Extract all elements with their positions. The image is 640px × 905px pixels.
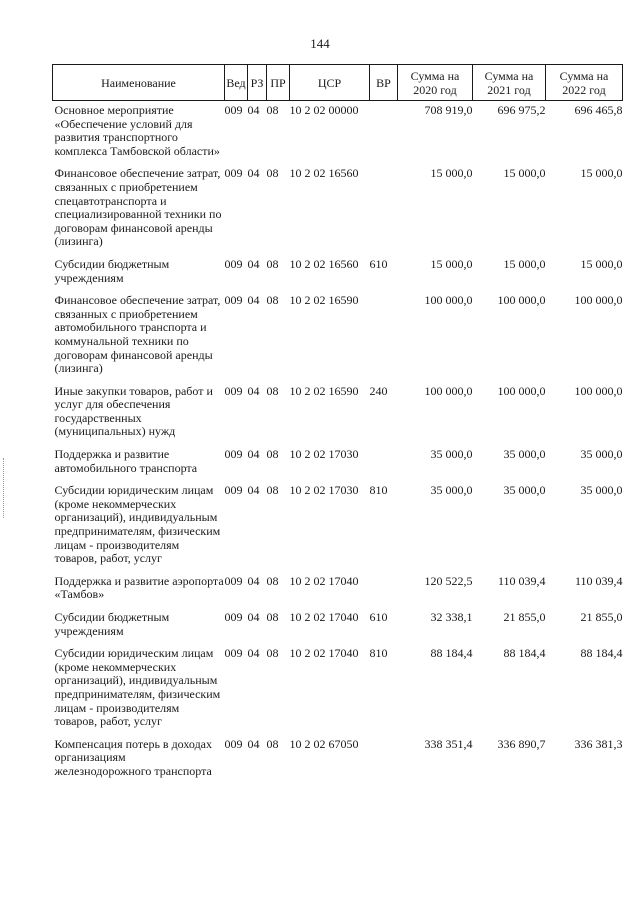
row-vr: 240 — [369, 383, 388, 398]
row-rz: 04 — [247, 447, 260, 462]
row-sum-2021: 110 039,4 — [497, 573, 546, 588]
row-vr: 810 — [369, 483, 388, 498]
row-vr — [370, 158, 398, 249]
row-sum-2020: 708 919,0 — [424, 103, 473, 117]
row-name: Субсидии юридическим лицам (кроме некоммерческих организаций), индивидуальным предпринимателям, физическим лицам - производителям товаров, работ, услуг — [54, 483, 221, 566]
row-vr — [370, 566, 398, 602]
row-name: Иные закупки товаров, работ и услуг для обеспечения государственных (муниципальных) нужд — [54, 383, 213, 439]
row-ved: 009 — [224, 166, 243, 181]
row-pr: 08 — [266, 256, 279, 271]
row-sum-2022: 35 000,0 — [580, 447, 623, 462]
row-sum-2021: 35 000,0 — [503, 447, 546, 462]
row-csr: 10 2 02 00000 — [289, 103, 359, 117]
row-vr: 810 — [369, 646, 388, 661]
row-pr: 08 — [266, 573, 279, 588]
row-sum-2020: 35 000,0 — [430, 483, 473, 498]
row-sum-2022: 15 000,0 — [580, 166, 623, 181]
row-name: Субсидии бюджетным учреждениям — [54, 256, 170, 285]
row-name: Поддержка и развитие автомобильного транспорта — [54, 447, 198, 475]
row-sum-2021: 100 000,0 — [497, 383, 546, 398]
header-ved: Вед — [225, 65, 248, 101]
row-sum-2020: 35 000,0 — [430, 447, 473, 462]
row-ved: 009 — [224, 736, 243, 751]
row-pr: 08 — [266, 293, 279, 308]
row-rz: 04 — [247, 736, 260, 751]
row-sum-2020: 100 000,0 — [424, 293, 473, 308]
header-sum-2021: Сумма на 2021 год — [473, 65, 546, 101]
row-sum-2020: 15 000,0 — [430, 166, 473, 181]
row-pr: 08 — [266, 646, 279, 661]
row-rz: 04 — [247, 610, 260, 624]
header-sum-2020: Сумма на 2020 год — [398, 65, 473, 101]
header-row — [53, 65, 623, 101]
row-rz: 04 — [247, 166, 260, 181]
row-name: Поддержка и развитие аэропорта «Тамбов» — [54, 573, 224, 602]
row-pr: 08 — [266, 447, 279, 462]
row-sum-2021: 336 890,7 — [497, 736, 546, 751]
table-row — [53, 566, 623, 602]
row-csr: 10 2 02 17030 — [289, 447, 359, 462]
row-csr: 10 2 02 17030 — [289, 483, 359, 498]
header-csr: ЦСР — [290, 65, 370, 101]
row-sum-2021: 35 000,0 — [503, 483, 546, 498]
row-csr: 10 2 02 17040 — [289, 610, 359, 624]
row-ved: 009 — [224, 103, 243, 117]
header-rz: РЗ — [248, 65, 267, 101]
row-sum-2021: 88 184,4 — [503, 646, 546, 661]
row-rz: 04 — [247, 383, 260, 398]
row-vr — [370, 439, 398, 475]
row-name: Финансовое обеспечение затрат, связанных с приобретением спецавтотранспорта и специализированной техники по договорам финансовой аренды (лизинга) — [54, 166, 222, 249]
row-sum-2022: 15 000,0 — [580, 256, 623, 271]
row-csr: 10 2 02 16560 — [289, 166, 359, 181]
row-name: Основное мероприятие «Обеспечение условий для развития транспортного комплекса Тамбовской области» — [54, 103, 220, 158]
table-row — [53, 638, 623, 729]
row-name: Субсидии юридическим лицам (кроме некоммерческих организаций), индивидуальным предпринимателям, физическим лицам - производителям товаров, работ, услуг — [54, 646, 221, 729]
row-csr: 10 2 02 17040 — [289, 646, 359, 661]
row-pr: 08 — [266, 483, 279, 498]
row-ved: 009 — [224, 483, 243, 498]
row-csr: 10 2 02 16590 — [289, 293, 359, 308]
row-ved: 009 — [224, 256, 243, 271]
row-sum-2022: 696 465,8 — [574, 103, 623, 117]
table-row — [53, 158, 623, 249]
row-rz: 04 — [247, 103, 260, 117]
row-sum-2020: 120 522,5 — [424, 573, 473, 588]
row-sum-2022: 21 855,0 — [580, 610, 623, 624]
row-sum-2021: 15 000,0 — [503, 256, 546, 271]
header-sum-2022: Сумма на 2022 год — [546, 65, 623, 101]
table-row — [53, 602, 623, 638]
page-number: 144 — [310, 36, 330, 51]
row-vr — [370, 729, 398, 779]
table-body — [53, 101, 623, 779]
row-sum-2020: 100 000,0 — [424, 383, 473, 398]
row-ved: 009 — [224, 293, 243, 308]
row-name: Компенсация потерь в доходах организациям железнодорожного транспорта — [54, 736, 213, 778]
row-csr: 10 2 02 16590 — [289, 383, 359, 398]
table-row — [53, 729, 623, 779]
row-sum-2022: 110 039,4 — [574, 573, 623, 588]
row-sum-2021: 100 000,0 — [497, 293, 546, 308]
row-sum-2020: 88 184,4 — [430, 646, 473, 661]
row-vr — [370, 285, 398, 376]
row-ved: 009 — [224, 610, 243, 624]
header-pr: ПР — [267, 65, 290, 101]
row-name: Субсидии бюджетным учреждениям — [54, 610, 170, 638]
row-rz: 04 — [247, 646, 260, 661]
row-rz: 04 — [247, 293, 260, 308]
margin-stamp — [3, 458, 7, 518]
row-rz: 04 — [247, 256, 260, 271]
row-sum-2020: 15 000,0 — [430, 256, 473, 271]
table-row — [53, 101, 623, 159]
row-sum-2022: 336 381,3 — [574, 736, 623, 751]
row-rz: 04 — [247, 483, 260, 498]
row-sum-2021: 696 975,2 — [497, 103, 546, 117]
row-sum-2020: 32 338,1 — [430, 610, 473, 624]
table-row — [53, 376, 623, 439]
row-sum-2022: 35 000,0 — [580, 483, 623, 498]
table-row — [53, 285, 623, 376]
row-csr: 10 2 02 67050 — [289, 736, 359, 751]
row-ved: 009 — [224, 646, 243, 661]
row-sum-2022: 100 000,0 — [574, 383, 623, 398]
table-row — [53, 475, 623, 566]
header-name: Наименование — [53, 65, 225, 101]
row-sum-2021: 21 855,0 — [503, 610, 546, 624]
row-vr — [370, 101, 398, 159]
row-pr: 08 — [266, 736, 279, 751]
row-sum-2022: 100 000,0 — [574, 293, 623, 308]
row-vr: 610 — [369, 610, 388, 624]
row-pr: 08 — [266, 383, 279, 398]
row-name: Финансовое обеспечение затрат, связанных с приобретением автомобильного транспорта и коммунальной техники по договорам финансовой аренды (лизинга) — [54, 293, 221, 376]
table-row — [53, 249, 623, 285]
row-pr: 08 — [266, 610, 279, 624]
row-pr: 08 — [266, 166, 279, 181]
row-sum-2022: 88 184,4 — [580, 646, 623, 661]
row-ved: 009 — [224, 383, 243, 398]
row-ved: 009 — [224, 447, 243, 462]
row-ved: 009 — [224, 573, 243, 588]
budget-table — [52, 64, 623, 779]
row-csr: 10 2 02 17040 — [289, 573, 359, 588]
row-csr: 10 2 02 16560 — [289, 256, 359, 271]
row-vr: 610 — [369, 256, 388, 271]
row-rz: 04 — [247, 573, 260, 588]
table-row — [53, 439, 623, 475]
row-pr: 08 — [266, 103, 279, 117]
header-vr: ВР — [370, 65, 398, 101]
row-sum-2020: 338 351,4 — [424, 736, 473, 751]
row-sum-2021: 15 000,0 — [503, 166, 546, 181]
